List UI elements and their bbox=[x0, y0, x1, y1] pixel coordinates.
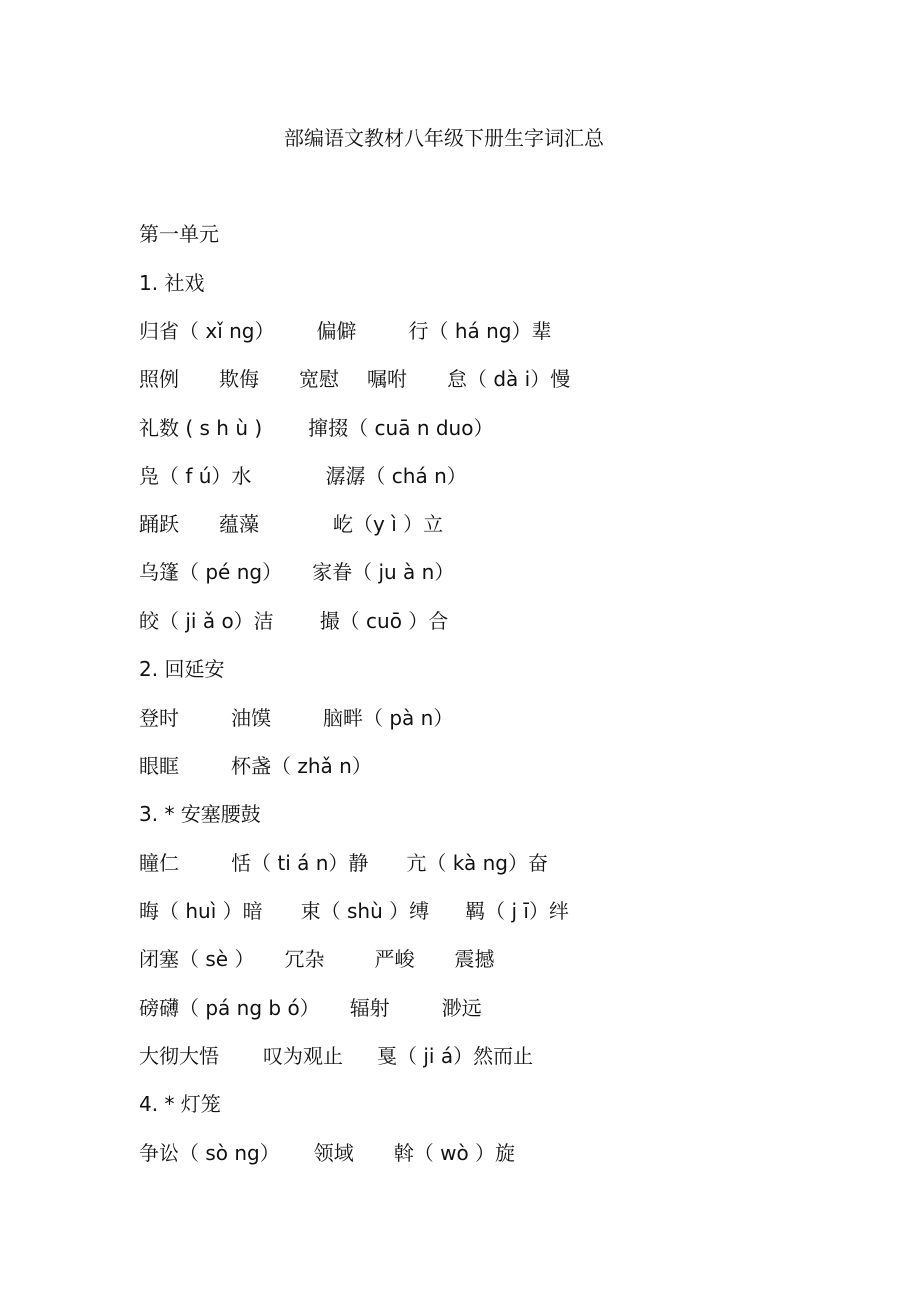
vocab-item: 嘱咐 bbox=[367, 367, 407, 392]
vocab-item: 叹为观止 bbox=[263, 1043, 343, 1068]
document-content bbox=[139, 220, 839, 1187]
vocab-item: 蕴藻 bbox=[219, 512, 259, 537]
lesson-heading: 1. 社戏 bbox=[139, 270, 205, 295]
vocab-item: 脑畔（ pà n） bbox=[323, 705, 454, 730]
vocab-row bbox=[139, 897, 839, 945]
lesson-heading: 4. * 灯笼 bbox=[139, 1092, 221, 1117]
vocab-item: 晦（ huì ）暗 bbox=[139, 898, 263, 923]
vocab-item: 礼数 ( s h ù ) bbox=[139, 415, 263, 440]
vocab-item: 照例 bbox=[139, 367, 179, 392]
vocab-row bbox=[139, 414, 839, 462]
vocab-item: 束（ shù ）缚 bbox=[300, 898, 430, 923]
lesson-heading: 3. * 安塞腰鼓 bbox=[139, 802, 261, 827]
vocab-item: 潺潺（ chá n） bbox=[325, 463, 467, 488]
vocab-item: 宽慰 bbox=[299, 367, 339, 392]
vocab-item: 羁（ j ī）绊 bbox=[465, 898, 569, 923]
unit-heading: 第一单元 bbox=[139, 222, 219, 246]
vocab-item: 家眷（ ju à n） bbox=[312, 560, 455, 585]
vocab-item: 严峻 bbox=[374, 947, 415, 972]
lesson-heading: 2. 回延安 bbox=[139, 657, 225, 682]
vocab-item: 屹（y ì ）立 bbox=[333, 512, 444, 537]
vocab-item: 斡（ wò ）旋 bbox=[393, 1140, 516, 1165]
vocab-row bbox=[139, 317, 839, 365]
vocab-row bbox=[139, 365, 839, 413]
vocab-row bbox=[139, 1042, 839, 1090]
vocab-item: 大彻大悟 bbox=[139, 1043, 219, 1068]
vocab-row bbox=[139, 849, 839, 897]
vocab-item: 撮（ cuō ）合 bbox=[319, 608, 449, 633]
vocab-item: 偏僻 bbox=[316, 319, 357, 343]
vocab-row bbox=[139, 752, 839, 800]
vocab-item: 恬（ ti á n）静 bbox=[231, 850, 369, 875]
vocab-row bbox=[139, 945, 839, 993]
vocab-item: 乌篷（ pé ng） bbox=[139, 560, 283, 585]
vocab-item: 撺掇（ cuā n duo） bbox=[308, 415, 494, 440]
vocab-item: 闭塞（ sè ） bbox=[139, 947, 255, 972]
vocab-item: 欺侮 bbox=[219, 367, 259, 392]
vocab-item: 冗杂 bbox=[284, 947, 325, 972]
vocab-row bbox=[139, 607, 839, 655]
vocab-item: 渺远 bbox=[441, 995, 482, 1020]
vocab-item: 行（ há ng）辈 bbox=[408, 319, 552, 343]
vocab-row bbox=[139, 558, 839, 606]
vocab-item: 瞳仁 bbox=[139, 850, 179, 875]
vocab-item: 震撼 bbox=[454, 947, 495, 972]
vocab-item: 踊跃 bbox=[139, 512, 179, 537]
vocab-item: 眼眶 bbox=[139, 753, 179, 778]
vocab-row bbox=[139, 994, 839, 1042]
vocab-item: 戛（ ji á）然而止 bbox=[377, 1043, 534, 1068]
vocab-row bbox=[139, 510, 839, 558]
document-title: 部编语文教材八年级下册生字词汇总 bbox=[284, 126, 604, 150]
vocab-item: 磅礴（ pá ng b ó） bbox=[139, 995, 320, 1020]
vocab-row bbox=[139, 1139, 839, 1187]
vocab-item: 皎（ ji ǎ o）洁 bbox=[139, 608, 274, 633]
vocab-item: 怠（ dà i）慢 bbox=[447, 367, 571, 392]
vocab-item: 凫（ f ú）水 bbox=[139, 463, 252, 488]
vocab-row bbox=[139, 704, 839, 752]
vocab-item: 争讼（ sò ng） bbox=[139, 1140, 280, 1165]
vocab-item: 登时 bbox=[139, 705, 179, 730]
vocab-item: 领域 bbox=[313, 1140, 354, 1165]
vocab-item: 辐射 bbox=[349, 995, 390, 1020]
vocab-item: 归省（ xǐ ng） bbox=[139, 319, 275, 343]
vocab-item: 亢（ kà ng）奋 bbox=[406, 850, 548, 875]
vocab-item: 杯盏（ zhǎ n） bbox=[231, 753, 372, 778]
vocab-row bbox=[139, 462, 839, 510]
vocab-item: 油馍 bbox=[231, 705, 271, 730]
